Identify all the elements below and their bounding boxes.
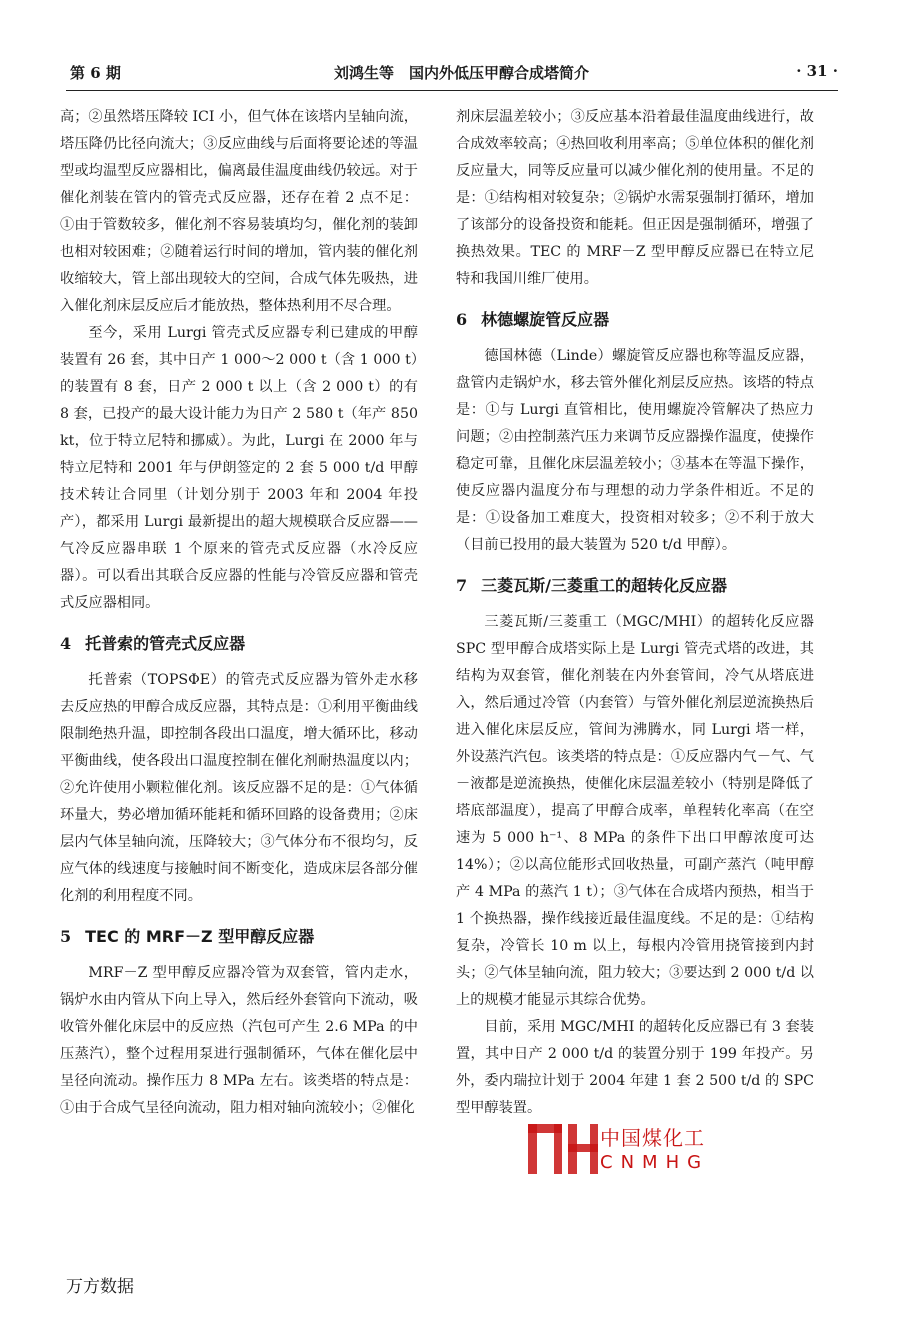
section-number: 4 — [60, 634, 72, 653]
section-title: 托普索的管壳式反应器 — [85, 634, 246, 653]
issue-number: 第 6 期 — [70, 64, 121, 82]
paragraph: 至今，采用 Lurgi 管壳式反应器专利已建成的甲醇装置有 26 套，其中日产 1 000～2 000 t（含 1 000 t）的装置有 8 套，日产 2 000 t 以上（含 2 000 t）的有 8 套，已投产的最大设计能力为日产 2 580 t（年产 850 kt，位于特立尼特和挪威）。为此，Lurgi 在 2000 年与特立尼特和 2001 年与伊朗签定的 2 套 5 000 t/d 甲醇技术转让合同里（计划分别于 2003 年和 2004 年投产），都采用 Lurgi 最新提出的超大规模联合反应器——气冷反应器串联 1 个原来的管壳式反应器（水冷反应器）。可以看出其联合反应器的性能与冷管反应器和管壳式反应器相同。 — [60, 325, 418, 611]
paragraph: 剂床层温差较小；③反应基本沿着最佳温度曲线进行，故合成效率较高；④热回收利用率高；⑤单位体积的催化剂反应量大，同等反应量可以减少催化剂的使用量。不足的是：①结构相对较复杂；②锅炉水需泵强制打循环，增加了该部分的设备投资和能耗。但正因是强制循环，增强了换热效果。TEC 的 MRF－Z 型甲醇反应器已在特立尼特和我国川维厂使用。 — [456, 109, 814, 287]
section-heading-6 — [456, 307, 814, 333]
section-title: 林德螺旋管反应器 — [481, 310, 610, 329]
paragraph: 三菱瓦斯/三菱重工（MGC/MHI）的超转化反应器 SPC 型甲醇合成塔实际上是 Lurgi 管壳式塔的改进，其结构为双套管，催化剂装在内外套管间，冷气从塔底进入，然后通过冷管（内套管）与管外催化剂层逆流换热后进入催化床层反应，管间为沸腾水，同 Lurgi 塔一样，外设蒸汽汽包。该类塔的特点是：①反应器内气－气、气－液都是逆流换热，使催化床层温差较小（特别是降低了塔底部温度），提高了甲醇合成率，单程转化率高（在空速为 5 000 h⁻¹、8 MPa 的条件下出口甲醇浓度可达 14%）；②以高位能形式回收热量，可副产蒸汽（吨甲醇产 4 MPa 的蒸汽 1 t）；③气体在合成塔内预热，相当于 1 个换热器，操作线接近最佳温度线。不足的是：①结构复杂，冷管长 10 m 以上，每根内冷管用挠管接到内封头；②气体呈轴向流，阻力较大；③要达到 2 000 t/d 以上的规模才能显示其综合优势。 — [456, 614, 814, 1008]
mh-logo-icon — [524, 1120, 604, 1176]
section-title: TEC 的 MRF－Z 型甲醇反应器 — [85, 927, 315, 946]
running-header — [66, 62, 838, 88]
watermark-cn-text: 中国煤化工 — [600, 1122, 705, 1151]
section-heading-7 — [456, 573, 814, 599]
right-column — [456, 104, 814, 1122]
left-column — [60, 104, 418, 1122]
section-number: 5 — [60, 927, 72, 946]
paragraph: 托普索（TOPSΦE）的管壳式反应器为管外走水移去反应热的甲醇合成反应器，其特点是：①利用平衡曲线限制绝热升温，即控制各段出口温度，增大循环比，移动平衡曲线，使各段出口温度控制在催化剂耐热温度以内；②允许使用小颗粒催化剂。该反应器不足的是：①气体循环量大，势必增加循环能耗和循环回路的设备费用；②床层内气体呈轴向流，压降较大；③气体分布不很均匀，反应气体的线速度与接触时间不断变化，造成床层各部分催化剂的利用程度不同。 — [60, 672, 418, 904]
paragraph: 德国林德（Linde）螺旋管反应器也称等温反应器，盘管内走锅炉水，移去管外催化剂层反应热。该塔的特点是：①与 Lurgi 直管相比，使用螺旋冷管解决了热应力问题；②由控制蒸汽压力来调节反应器操作温度，使操作稳定可靠，且催化床层温差较小；③基本在等温下操作，使反应器内温度分布与理想的动力学条件相近。不足的是：①设备加工难度大，投资相对较多；②不利于放大（目前已投用的最大装置为 520 t/d 甲醇）。 — [456, 348, 814, 553]
watermark-logo — [524, 1120, 714, 1176]
running-title: 刘鸿生等 国内外低压甲醇合成塔简介 — [334, 64, 590, 82]
paragraph: 高；②虽然塔压降较 ICI 小，但气体在该塔内呈轴向流，塔压降仍比径向流大；③反应曲线与后面将要论述的等温型或均温型反应器相比，偏离最佳温度曲线仍较远。对于催化剂装在管内的管壳式反应器，还存在着 2 点不足：①由于管数较多，催化剂不容易装填均匀，催化剂的装卸也相对较困难；②随着运行时间的增加，管内装的催化剂收缩较大，管上部出现较大的空间，合成气体先吸热，进入催化剂床层反应后才能放热，整体热利用不尽合理。 — [60, 109, 418, 314]
section-heading-5 — [60, 924, 418, 950]
watermark-en-text: CNMHG — [600, 1152, 710, 1173]
footer-source: 万方数据 — [66, 1277, 134, 1297]
header-rule — [66, 90, 838, 91]
paragraph: 目前，采用 MGC/MHI 的超转化反应器已有 3 套装置，其中日产 2 000 t/d 的装置分别于 199 年投产。另外，委内瑞拉计划于 2004 年建 1 套 2 500 t/d 的 SPC 型甲醇装置。 — [456, 1019, 814, 1116]
section-number: 6 — [456, 310, 468, 329]
section-title: 三菱瓦斯/三菱重工的超转化反应器 — [481, 576, 727, 595]
section-number: 7 — [456, 576, 468, 595]
page-number: · 31 · — [796, 62, 838, 80]
section-heading-4 — [60, 631, 418, 657]
paragraph: MRF－Z 型甲醇反应器冷管为双套管，管内走水，锅炉水由内管从下向上导入，然后经外套管向下流动，吸收管外催化床层中的反应热（汽包可产生 2.6 MPa 的中压蒸汽），整个过程用泵进行强制循环，气体在催化层中呈径向流动。操作压力 8 MPa 左右。该类塔的特点是：①由于合成气呈径向流动，阻力相对轴向流较小；②催化 — [60, 965, 418, 1116]
